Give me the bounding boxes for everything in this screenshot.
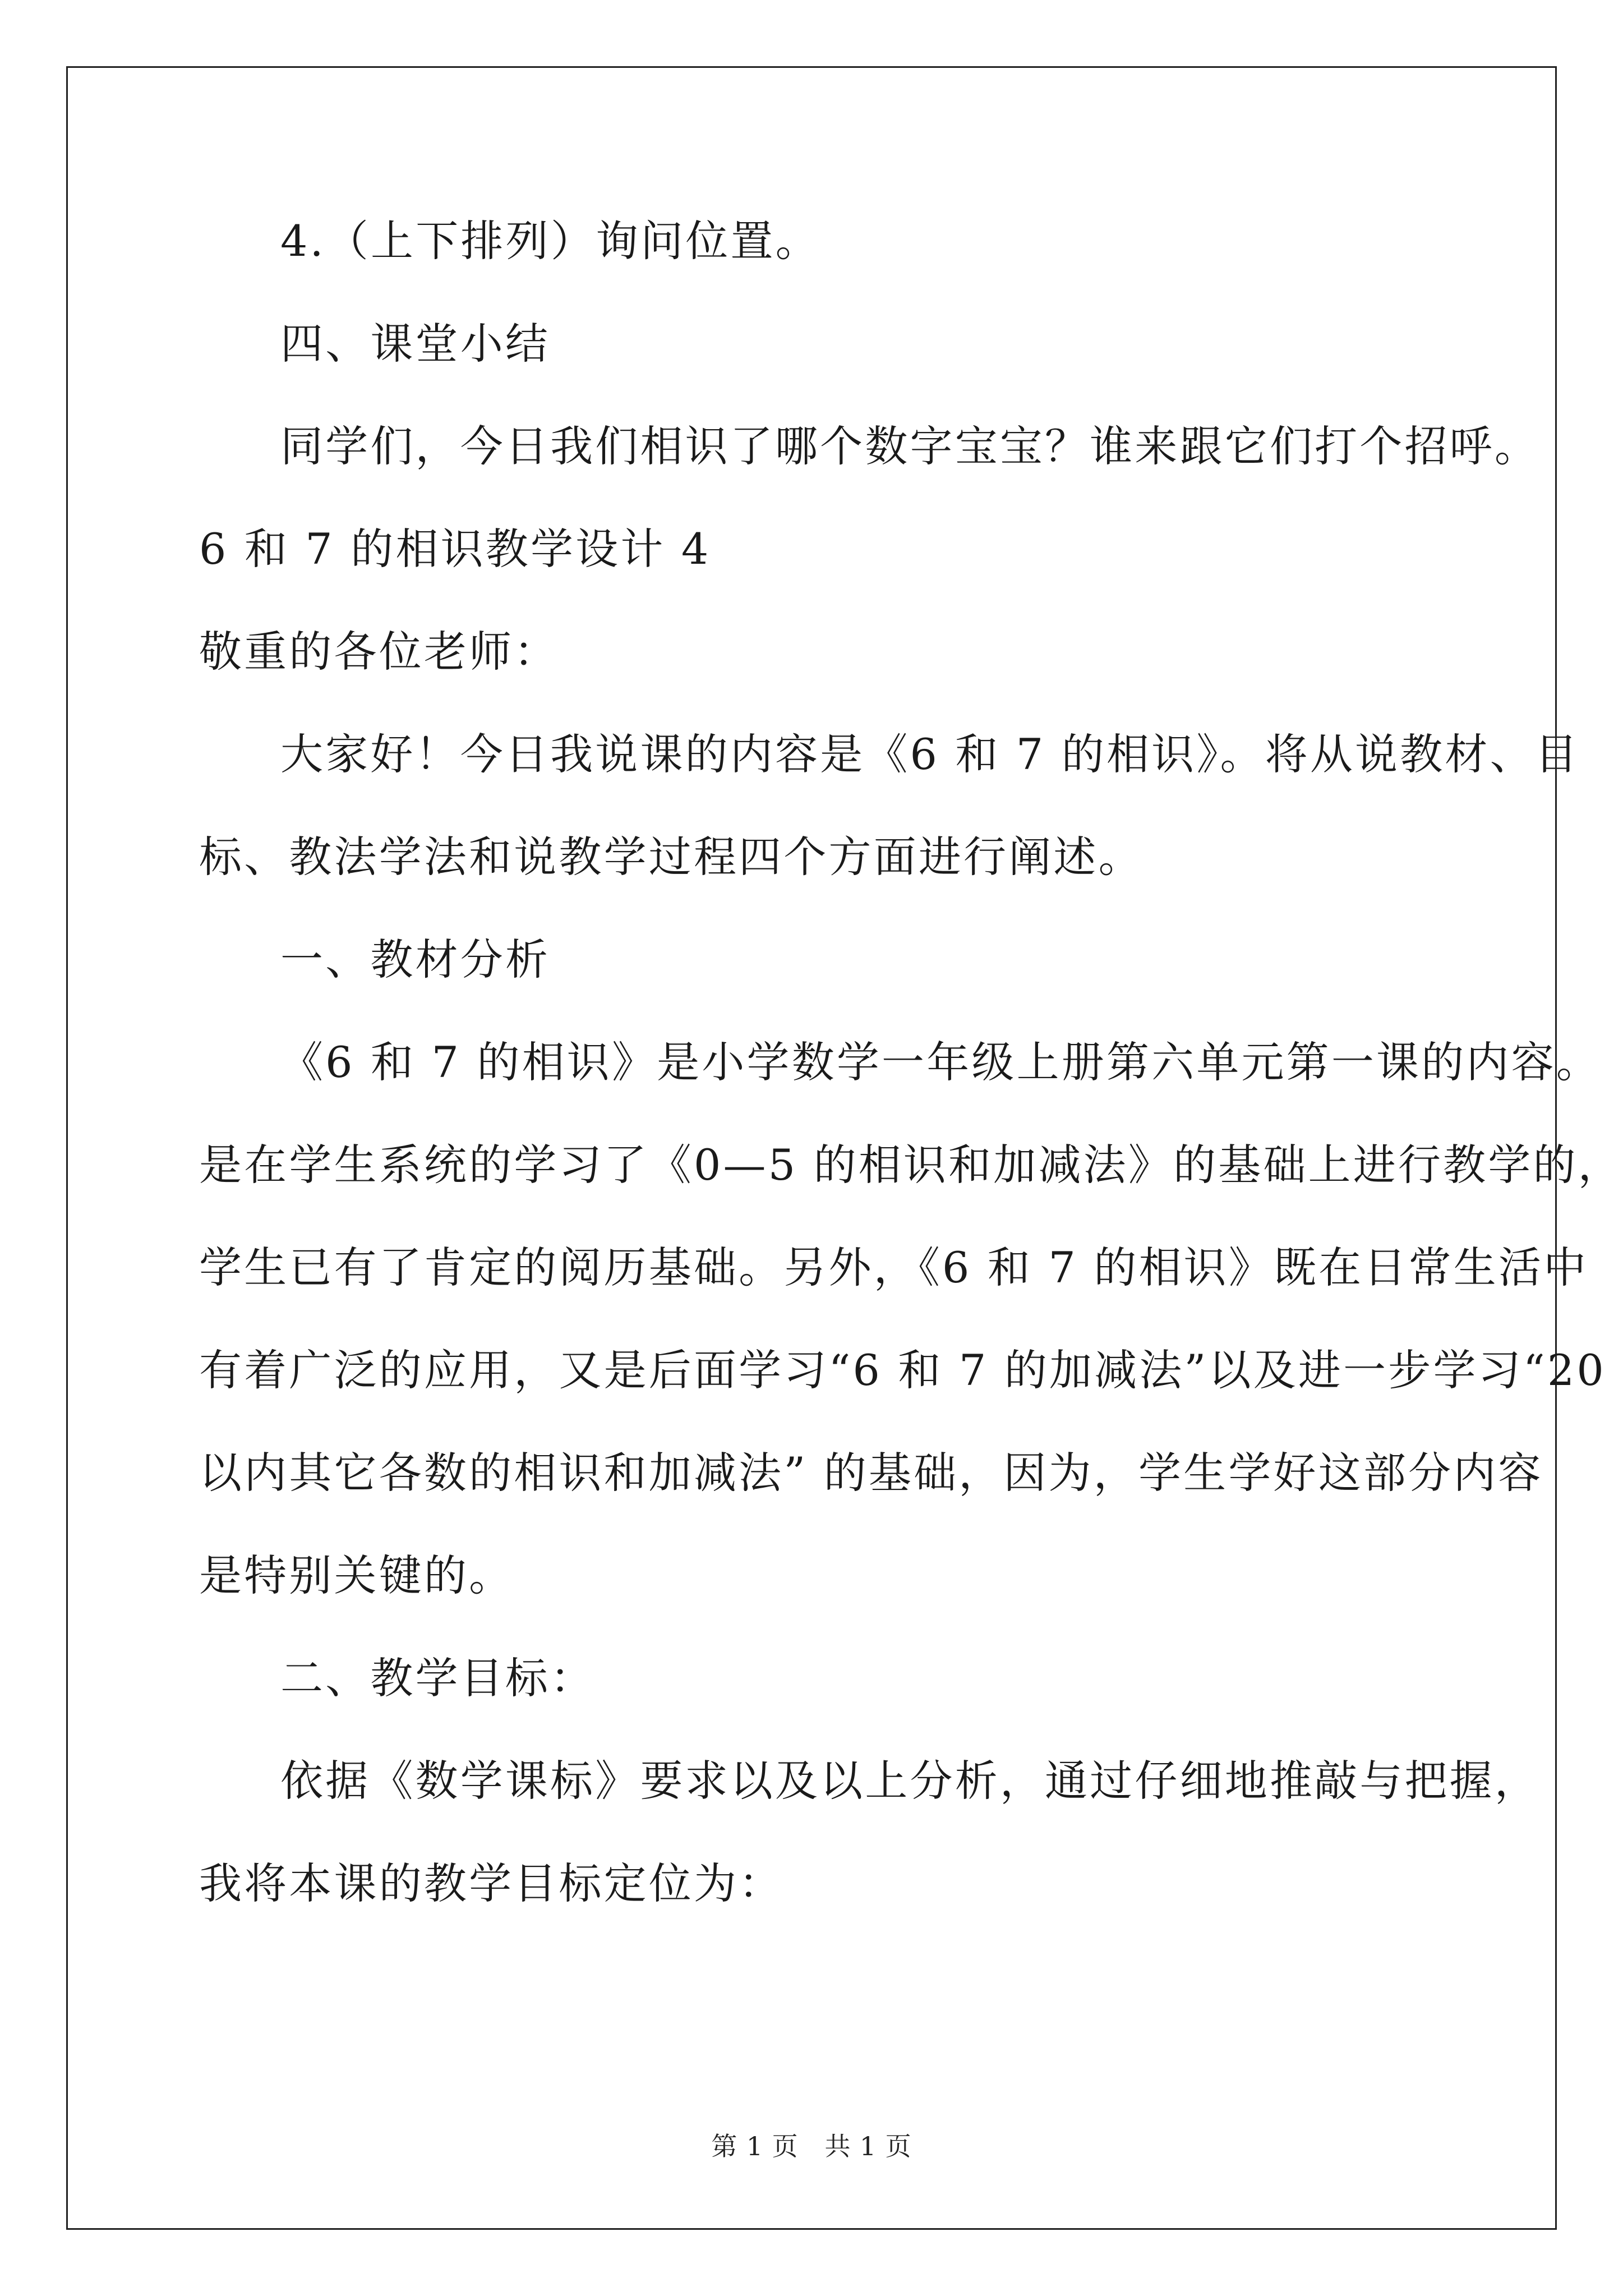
text-line: 《6 和 7 的相识》是小学数学一年级上册第六单元第一课的内容。 <box>280 1037 1601 1087</box>
text-line: 以内其它各数的相识和加减法” 的基础，因为，学生学好这部分内容 <box>199 1448 1543 1498</box>
text-line: 有着广泛的应用，又是后面学习“6 和 7 的加减法”以及进一步学习“20 <box>199 1345 1606 1395</box>
section-heading: 二、教学目标： <box>280 1653 596 1703</box>
document-title: 6 和 7 的相识教学设计 4 <box>199 524 711 574</box>
page-footer: 第 1 页 共 1 页 <box>711 2131 912 2161</box>
text-line: 我将本课的教学目标定位为： <box>199 1858 784 1908</box>
section-heading: 四、课堂小结 <box>280 319 551 369</box>
salutation: 敬重的各位老师： <box>199 627 559 677</box>
text-line: 是在学生系统的学习了《0—5 的相识和加减法》的基础上进行教学的， <box>199 1140 1623 1190</box>
section-heading: 一、教材分析 <box>280 935 551 984</box>
text-line: 标、教法学法和说教学过程四个方面进行阐述。 <box>199 832 1144 882</box>
text-line: 学生已有了肯定的阅历基础。另外，《6 和 7 的相识》既在日常生活中 <box>199 1243 1589 1292</box>
text-line: 同学们，今日我们相识了哪个数字宝宝？谁来跟它们打个招呼。 <box>280 421 1540 471</box>
text-line: 大家好！今日我说课的内容是《6 和 7 的相识》。将从说教材、目 <box>280 729 1580 779</box>
text-line: 依据《数学课标》要求以及以上分析，通过仔细地推敲与把握， <box>280 1756 1540 1806</box>
text-line: 4.（上下排列）询问位置。 <box>280 216 820 266</box>
text-line: 是特别关键的。 <box>199 1550 514 1600</box>
